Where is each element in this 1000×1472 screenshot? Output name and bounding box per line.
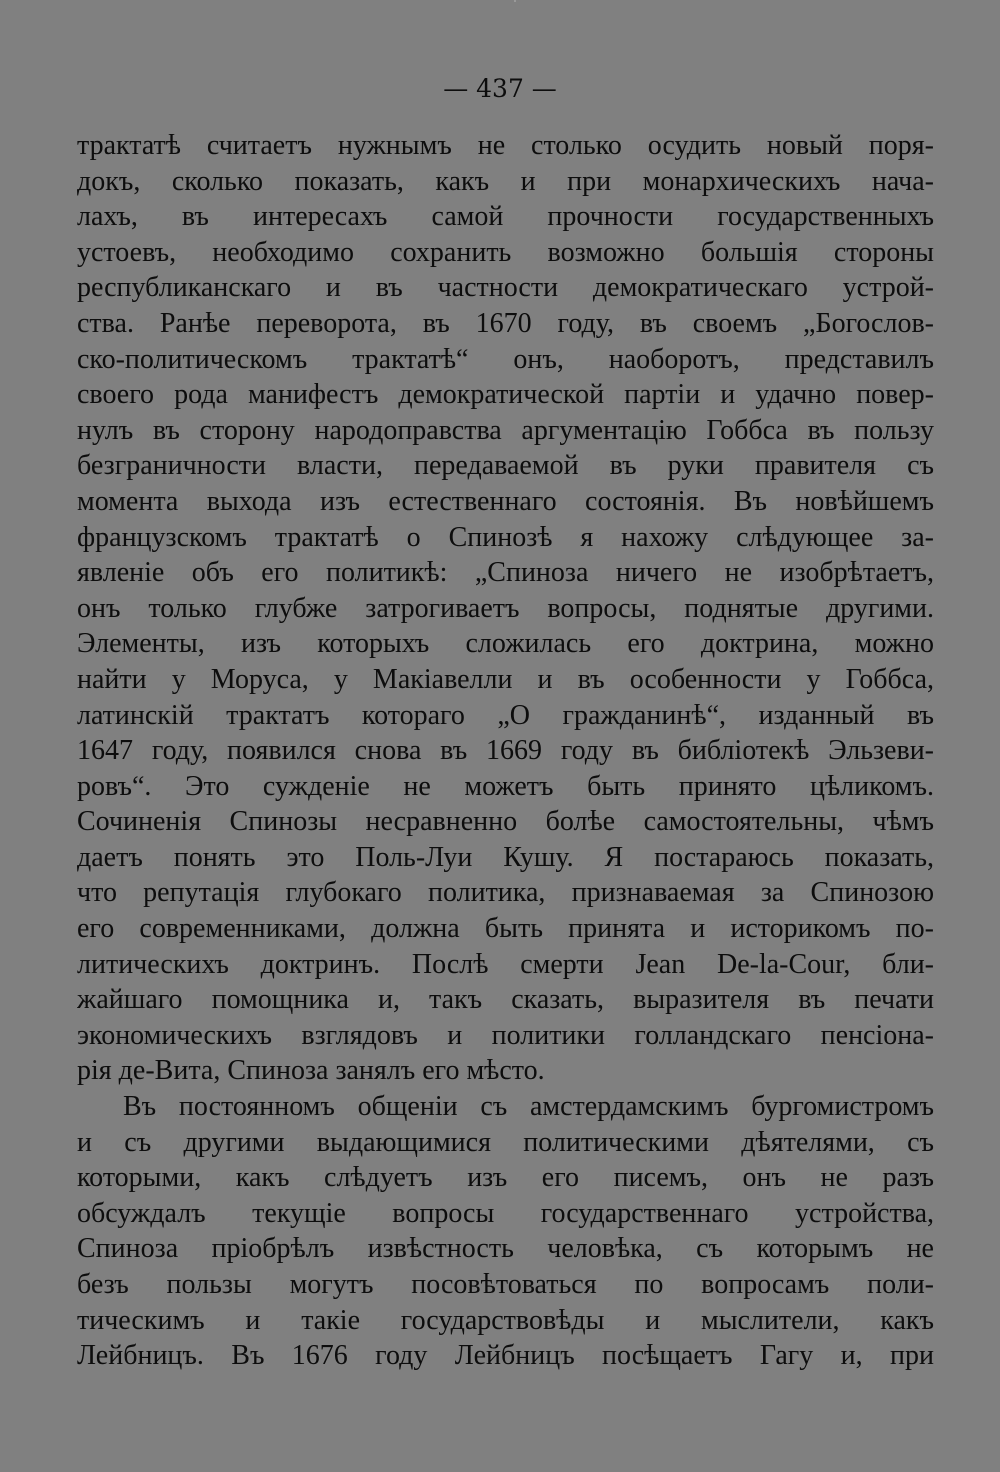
paragraph-2: [77, 1089, 934, 1374]
body-text: [77, 128, 934, 1374]
text-line: которыми, какъ слѣдуетъ изъ его писемъ, онъ не разъ: [77, 1162, 934, 1194]
text-line: обсуждалъ текущіе вопросы государственнаго устройства,: [77, 1197, 934, 1229]
text-line: трактатѣ считаетъ нужнымъ не столько осудить новый поря-: [77, 130, 934, 161]
text-line: своего рода манифестъ демократической партіи и удачно повер-: [77, 379, 934, 411]
text-line: безъ пользы могутъ посовѣтоваться по вопросамъ поли-: [77, 1269, 934, 1300]
text-line: Спиноза пріобрѣлъ извѣстность человѣка, съ которымъ не: [77, 1233, 934, 1265]
text-line: республиканскаго и въ частности демократическаго устрой-: [77, 272, 934, 304]
text-line: ровъ“. Это сужденіе не можетъ быть принято цѣликомъ.: [77, 770, 934, 802]
text-line: его современниками, должна быть принята и историкомъ по-: [77, 913, 934, 945]
paragraph-1: [77, 128, 934, 1089]
text-line: Лейбницъ. Въ 1676 году Лейбницъ посѣщаетъ Гагу и, при: [77, 1340, 934, 1372]
text-line: и съ другими выдающимися политическими дѣятелями, съ: [77, 1126, 934, 1158]
text-line: нулъ въ сторону народоправства аргументацію Гоббса въ пользу: [77, 414, 934, 446]
text-line: латинскій трактатъ котораго „О гражданинѣ“, изданный въ: [77, 699, 934, 731]
text-line: Элементы, изъ которыхъ сложилась его доктрина, можно: [77, 628, 934, 660]
text-line: тическимъ и такіе государствовѣды и мыслители, какъ: [77, 1304, 934, 1336]
text-line: ско-политическомъ трактатѣ“ онъ, наоборотъ, представилъ: [77, 343, 934, 375]
text-line: что репутація глубокаго политика, признаваемая за Спинозою: [77, 877, 934, 909]
text-line: ства. Ранѣе переворота, въ 1670 году, въ своемъ „Богослов-: [77, 307, 934, 339]
text-line: французскомъ трактатѣ о Спинозѣ я нахожу слѣдующее за-: [77, 521, 934, 553]
text-line: безграничности власти, передаваемой въ руки правителя съ: [77, 450, 934, 482]
text-line: явленіе объ его политикѣ: „Спиноза ничего не изобрѣтаетъ,: [77, 557, 934, 589]
text-line: Въ постоянномъ общеніи съ амстердамскимъ бургомистромъ: [123, 1091, 934, 1123]
text-line: найти у Моруса, у Макіавелли и въ особенности у Гоббса,: [77, 663, 934, 695]
text-line: рія де-Вита, Спиноза занялъ его мѣсто.: [77, 1055, 545, 1087]
page-number: — 437 —: [443, 74, 557, 103]
text-line: даетъ понять это Поль-Луи Кушу. Я постараюсь показать,: [77, 841, 934, 873]
text-line: онъ только глубже затрогиваетъ вопросы, поднятые другими.: [77, 592, 934, 624]
text-line: Сочиненія Спинозы несравненно болѣе самостоятельны, чѣмъ: [77, 806, 934, 838]
text-line: литическихъ доктринъ. Послѣ смерти Jean De-la-Cour, бли-: [77, 948, 934, 980]
scan-speck: [514, 0, 516, 2]
text-line: докъ, сколько показать, какъ и при монархическихъ нача-: [77, 165, 934, 197]
text-line: устоевъ, необходимо сохранить возможно большія стороны: [77, 236, 934, 268]
text-line: лахъ, въ интересахъ самой прочности государственныхъ: [77, 201, 934, 233]
text-line: жайшаго помощника и, такъ сказать, выразителя въ печати: [77, 984, 934, 1016]
text-line: момента выхода изъ естественнаго состоянія. Въ новѣйшемъ: [77, 485, 934, 517]
text-line: экономическихъ взглядовъ и политики голландскаго пенсіона-: [77, 1019, 934, 1051]
text-line: 1647 году, появился снова въ 1669 году въ библіотекѣ Эльзеви-: [77, 735, 934, 767]
